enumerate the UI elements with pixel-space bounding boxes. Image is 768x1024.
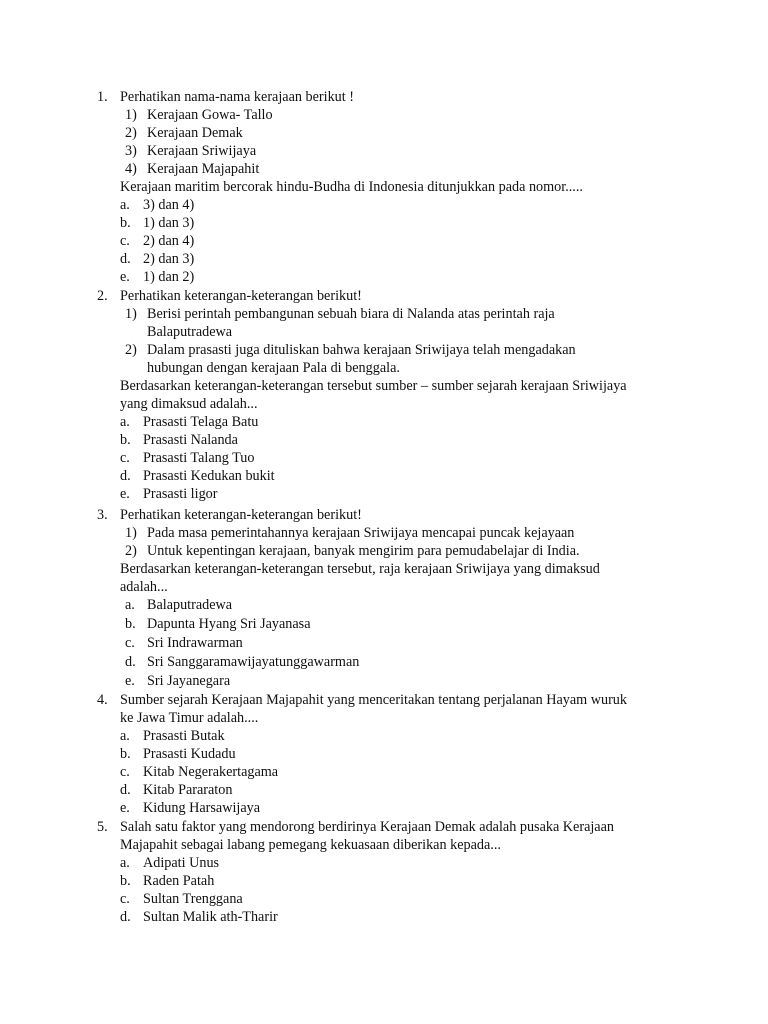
option-letter: c.: [120, 233, 130, 249]
option-letter: b.: [125, 616, 136, 632]
option-letter: a.: [125, 597, 135, 613]
statement-text-line: Balaputradewa: [147, 324, 233, 340]
option-text: Prasasti Kedukan bukit: [143, 468, 275, 484]
option-text: Kitab Negerakertagama: [143, 764, 279, 780]
statement-number: 1): [125, 306, 137, 322]
statement-text-line: Kerajaan Gowa- Tallo: [147, 107, 273, 123]
option-text: Sultan Malik ath-Tharir: [143, 909, 278, 925]
option-text: 3) dan 4): [143, 197, 195, 213]
option-text: Kidung Harsawijaya: [143, 800, 261, 816]
question-number: 5.: [97, 819, 108, 835]
option-letter: a.: [120, 197, 130, 213]
statement-number: 2): [125, 342, 137, 358]
statement-number: 1): [125, 107, 137, 123]
question-stem-line: adalah...: [120, 579, 168, 595]
question-prompt-line: Majapahit sebagai labang pemegang kekuasaan diberikan kepada...: [120, 837, 501, 853]
option-letter: c.: [120, 764, 130, 780]
option-text: 2) dan 4): [143, 233, 195, 249]
option-text: Prasasti Nalanda: [143, 432, 238, 448]
question-number: 4.: [97, 692, 108, 708]
statement-text-line: Kerajaan Demak: [147, 125, 243, 141]
option-letter: c.: [120, 450, 130, 466]
question-prompt-line: Perhatikan keterangan-keterangan berikut!: [120, 288, 362, 304]
option-text: 1) dan 2): [143, 269, 195, 285]
option-letter: d.: [120, 468, 131, 484]
question-number: 1.: [97, 89, 108, 105]
statement-text-line: Kerajaan Majapahit: [147, 161, 260, 177]
statement-text-line: Pada masa pemerintahannya kerajaan Sriwijaya mencapai puncak kejayaan: [147, 525, 575, 541]
option-letter: c.: [125, 635, 135, 651]
option-text: Sri Indrawarman: [147, 635, 243, 651]
option-text: 2) dan 3): [143, 251, 195, 267]
statement-number: 2): [125, 543, 137, 559]
option-letter: a.: [120, 728, 130, 744]
option-letter: d.: [125, 654, 136, 670]
option-letter: d.: [120, 251, 131, 267]
option-text: Dapunta Hyang Sri Jayanasa: [147, 616, 311, 632]
option-text: Prasasti Talang Tuo: [143, 450, 255, 466]
option-letter: e.: [125, 673, 135, 689]
option-text: Kitab Pararaton: [143, 782, 233, 798]
option-text: Prasasti Kudadu: [143, 746, 236, 762]
statement-number: 4): [125, 161, 137, 177]
option-letter: e.: [120, 269, 130, 285]
statement-text-line: Kerajaan Sriwijaya: [147, 143, 257, 159]
option-text: Balaputradewa: [147, 597, 233, 613]
option-letter: b.: [120, 215, 131, 231]
option-text: Raden Patah: [143, 873, 215, 889]
statement-number: 2): [125, 125, 137, 141]
option-text: Sri Jayanegara: [147, 673, 231, 689]
option-text: Prasasti Telaga Batu: [143, 414, 259, 430]
option-text: Prasasti Butak: [143, 728, 225, 744]
option-letter: e.: [120, 486, 130, 502]
option-letter: e.: [120, 800, 130, 816]
option-letter: a.: [120, 855, 130, 871]
question-number: 3.: [97, 507, 108, 523]
question-prompt-line: Perhatikan keterangan-keterangan berikut!: [120, 507, 362, 523]
statement-text-line: Berisi perintah pembangunan sebuah biara di Nalanda atas perintah raja: [147, 306, 555, 322]
question-number: 2.: [97, 288, 108, 304]
option-text: Sri Sanggaramawijayatunggawarman: [147, 654, 360, 670]
question-prompt-line: Perhatikan nama-nama kerajaan berikut !: [120, 89, 354, 105]
option-letter: b.: [120, 873, 131, 889]
statement-number: 3): [125, 143, 137, 159]
question-prompt-line: ke Jawa Timur adalah....: [120, 710, 259, 726]
statement-text-line: Untuk kepentingan kerajaan, banyak mengirim para pemudabelajar di India.: [147, 543, 580, 559]
option-letter: a.: [120, 414, 130, 430]
question-stem-line: yang dimaksud adalah...: [120, 396, 258, 412]
option-letter: b.: [120, 432, 131, 448]
option-text: Prasasti ligor: [143, 486, 218, 502]
statement-text-line: Dalam prasasti juga dituliskan bahwa kerajaan Sriwijaya telah mengadakan: [147, 342, 576, 358]
option-letter: c.: [120, 891, 130, 907]
option-letter: d.: [120, 909, 131, 925]
option-text: 1) dan 3): [143, 215, 195, 231]
question-stem-line: Kerajaan maritim bercorak hindu-Budha di Indonesia ditunjukkan pada nomor.....: [120, 179, 583, 195]
option-text: Adipati Unus: [143, 855, 220, 871]
statement-text-line: hubungan dengan kerajaan Pala di benggala.: [147, 360, 400, 376]
question-prompt-line: Sumber sejarah Kerajaan Majapahit yang menceritakan tentang perjalanan Hayam wuruk: [120, 692, 627, 708]
statement-number: 1): [125, 525, 137, 541]
question-stem-line: Berdasarkan keterangan-keterangan tersebut, raja kerajaan Sriwijaya yang dimaksud: [120, 561, 600, 577]
option-letter: b.: [120, 746, 131, 762]
question-stem-line: Berdasarkan keterangan-keterangan tersebut sumber – sumber sejarah kerajaan Sriwijaya: [120, 378, 627, 394]
option-letter: d.: [120, 782, 131, 798]
option-text: Sultan Trenggana: [143, 891, 243, 907]
question-prompt-line: Salah satu faktor yang mendorong berdirinya Kerajaan Demak adalah pusaka Kerajaan: [120, 819, 614, 835]
